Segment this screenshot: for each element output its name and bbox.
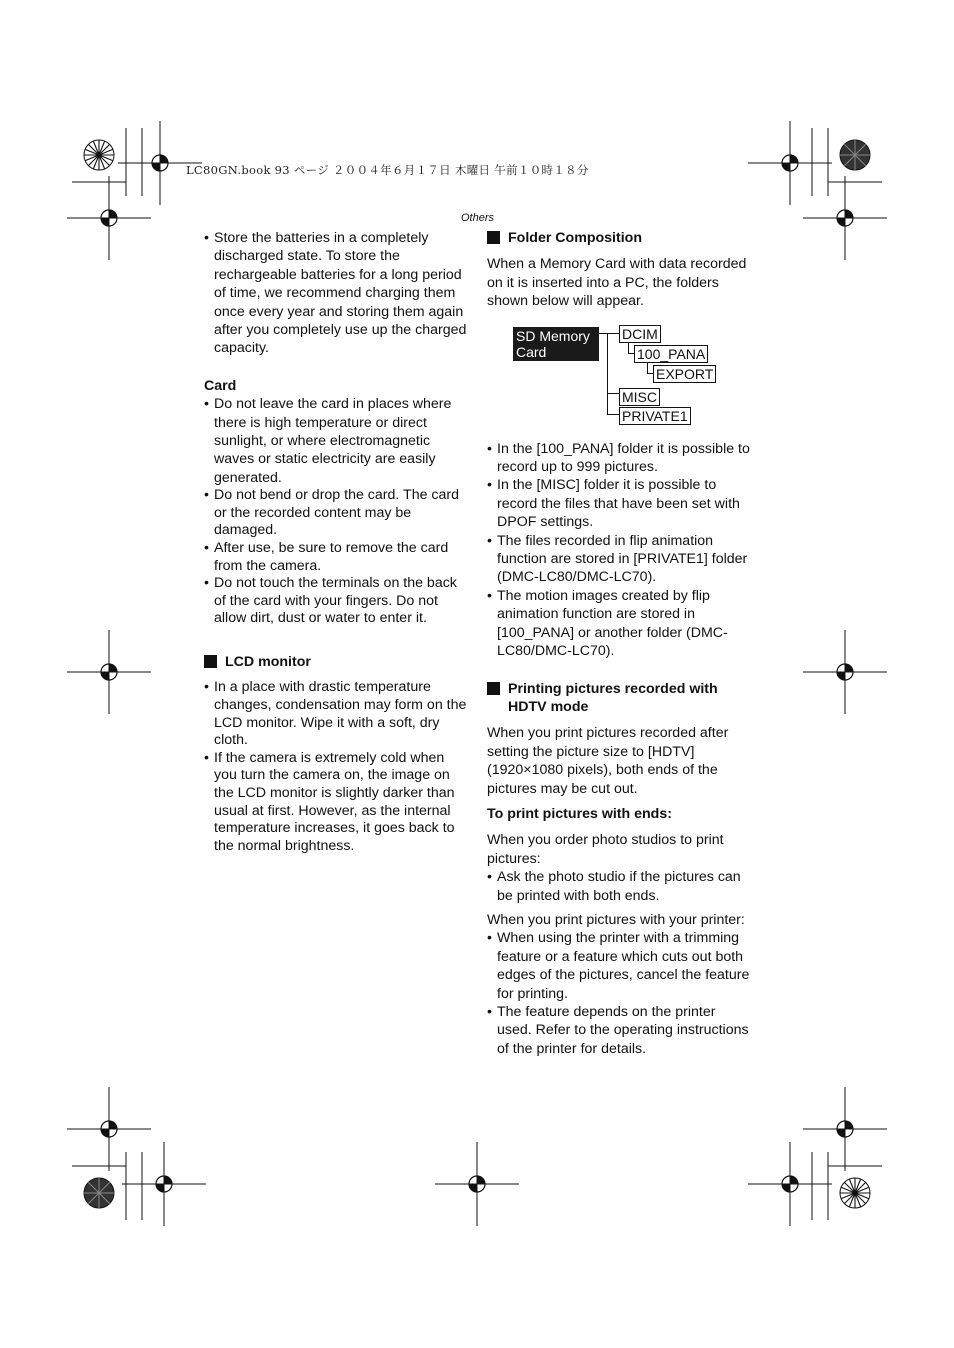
right-column (487, 229, 752, 1058)
list-item: • Do not bend or drop the card. The card or the recorded content may be damaged. (204, 487, 469, 540)
list-item: • When using the printer with a trimming feature or a feature which cuts out both edges of the pictures, cancel the feature for printing. (487, 929, 752, 1003)
sd-card-root-line1: SD Memory (516, 327, 590, 344)
studio-list (487, 868, 752, 905)
tree-connector (607, 393, 619, 394)
square-bullet-icon (487, 231, 500, 244)
square-bullet-icon (204, 655, 217, 668)
list-item: • Ask the photo studio if the pictures can be printed with both ends. (487, 868, 752, 905)
hdtv-intro: When you print pictures recorded after setting the picture size to [HDTV] (1920×1080 pixels), both ends of the pictures may be cut out. (487, 725, 729, 797)
list-item: • Store the batteries in a completely discharged state. To store the rechargeable batteries for a long period of time, we recommend charging them once every year and storing them again after you completely use up the charged capacity. (204, 229, 469, 358)
folder-heading-text: Folder Composition (508, 230, 642, 246)
section-label: Others (461, 212, 495, 224)
print-ends-heading: To print pictures with ends: (487, 805, 672, 822)
printer-intro: When you print pictures with your printer: (487, 911, 745, 928)
list-item: • In the [MISC] folder it is possible to record the files that have been set with DPOF settings. (487, 476, 752, 531)
lcd-monitor-heading (204, 653, 469, 671)
folder-private1: PRIVATE1 (619, 407, 691, 425)
list-item: • In the [100_PANA] folder it is possible to record up to 999 pictures. (487, 440, 752, 477)
folder-dcim: DCIM (619, 325, 661, 343)
tree-connector (647, 363, 648, 373)
battery-list (204, 229, 469, 358)
folder-composition-heading (487, 229, 752, 247)
sd-card-root (513, 327, 599, 361)
lcd-list (204, 679, 469, 855)
list-item: • The motion images created by flip animation function are stored in [100_PANA] or another folder (DMC-LC80/DMC-LC70). (487, 587, 752, 661)
folder-export: EXPORT (653, 365, 716, 383)
left-column (204, 229, 469, 855)
list-item: • In a place with drastic temperature changes, condensation may form on the LCD monitor. Wipe it with a soft, dry cloth. (204, 679, 469, 749)
tree-connector (607, 414, 619, 415)
square-bullet-icon (487, 682, 500, 695)
lcd-heading-text: LCD monitor (225, 654, 311, 671)
card-list (204, 395, 469, 628)
hdtv-heading (487, 680, 752, 717)
card-heading: Card (204, 377, 237, 394)
hdtv-heading-text: Printing pictures recorded with HDTV mode (508, 680, 718, 715)
list-item: • Do not touch the terminals on the back of the card with your fingers. Do not allow dirt, dust or water to enter it. (204, 575, 469, 628)
printer-list (487, 929, 752, 1058)
list-item: • If the camera is extremely cold when you turn the camera on, the image on the LCD monitor is slightly darker than usual at first. However, as the internal temperature increases, it goes back to the normal brightness. (204, 750, 469, 856)
list-item: • The files recorded in flip animation function are stored in [PRIVATE1] folder (DMC-LC80/DMC-LC70). (487, 532, 752, 587)
folder-intro: When a Memory Card with data recorded on it is inserted into a PC, the folders shown below will appear. (487, 256, 747, 310)
list-item: • The feature depends on the printer used. Refer to the operating instructions of the printer for details. (487, 1003, 752, 1058)
list-item: • After use, be sure to remove the card from the camera. (204, 540, 469, 575)
tree-connector (628, 343, 629, 353)
folder-tree-diagram (487, 325, 752, 437)
tree-connector (607, 333, 608, 415)
sd-card-root-line2: Card (516, 343, 547, 360)
folder-misc: MISC (619, 388, 660, 406)
list-item: • Do not leave the card in places where there is high temperature or direct sunlight, or where electromagnetic waves or static electricity are easily generated. (204, 395, 469, 487)
folder-100-pana: 100_PANA (634, 345, 708, 363)
tree-connector (599, 333, 619, 334)
folder-list (487, 440, 752, 661)
studio-intro: When you order photo studios to print pictures: (487, 832, 724, 867)
print-job-header: LC80GN.book 93 ページ ２００４年６月１７日 木曜日 午前１０時１８分 (186, 163, 589, 177)
